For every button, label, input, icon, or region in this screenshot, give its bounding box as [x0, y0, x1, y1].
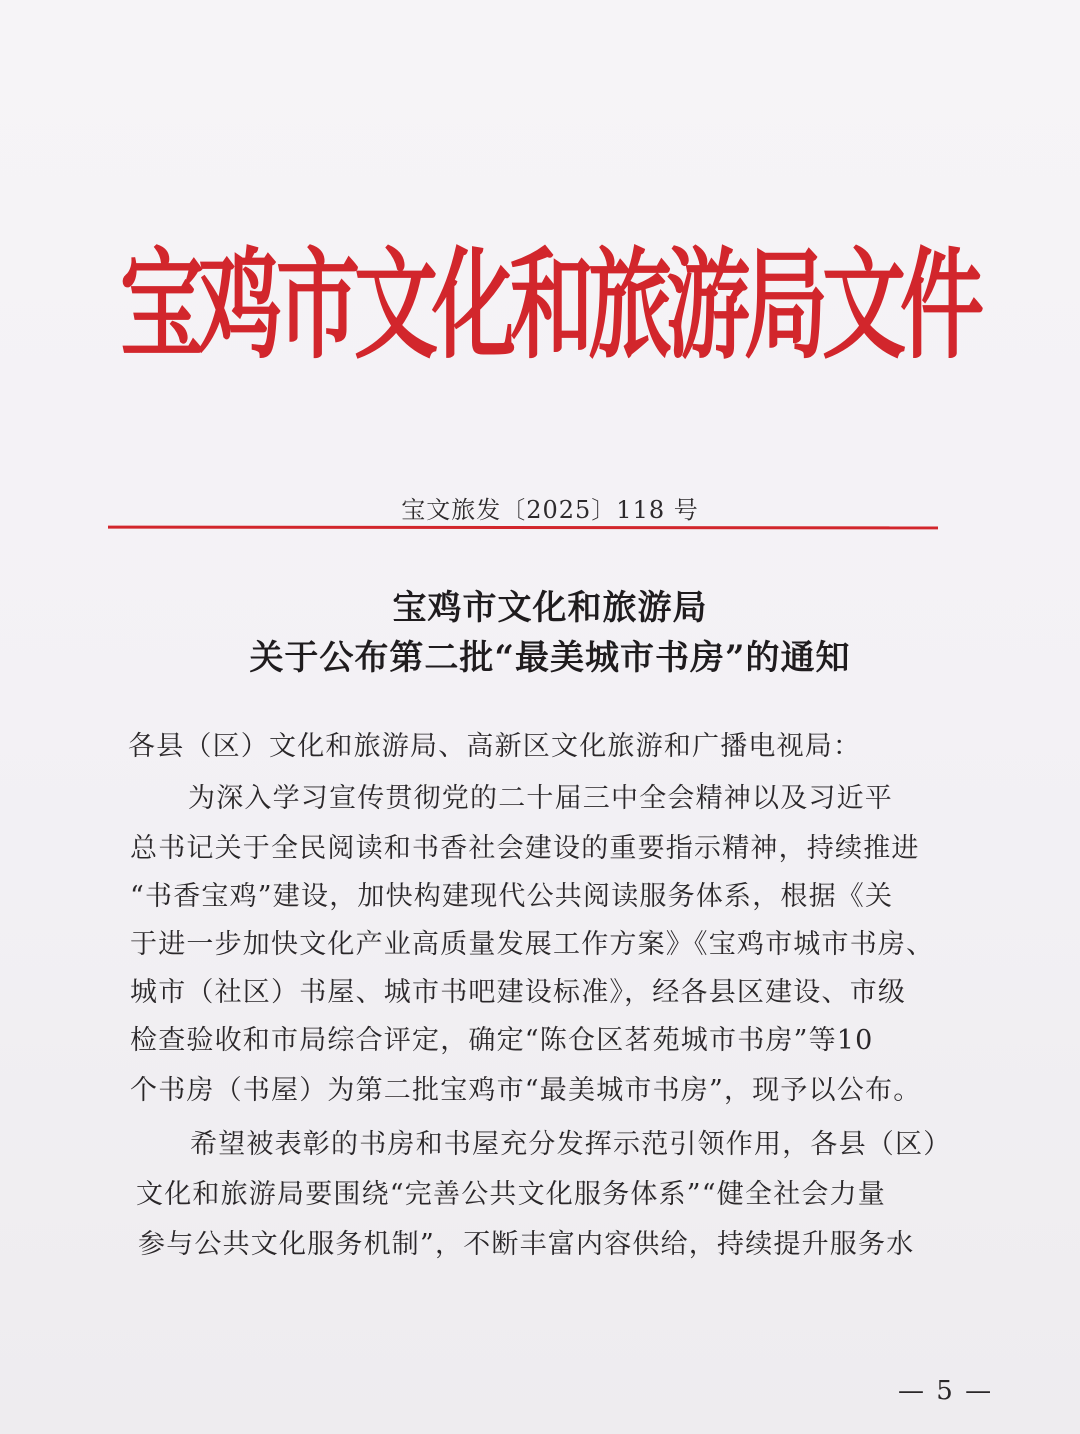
- document-number: 宝文旅发〔2025〕118 号: [401, 496, 699, 524]
- paragraph-1-line-7: 个书房（书屋）为第二批宝鸡市“最美城市书房”，现予以公布。: [130, 1075, 922, 1106]
- paragraph-1-line-1: 为深入学习宣传贯彻党的二十届三中全会精神以及习近平: [188, 783, 893, 814]
- issuer-red-heading: 宝鸡市文化和旅游局文件: [120, 234, 979, 375]
- paragraph-1-line-4: 于进一步加快文化产业高质量发展工作方案》《宝鸡市城市书房、: [130, 929, 935, 960]
- paragraph-1-line-2: 总书记关于全民阅读和书香社会建设的重要指示精神，持续推进: [130, 833, 920, 864]
- page-number: — 5 —: [898, 1376, 994, 1406]
- salutation: 各县（区）文化和旅游局、高新区文化旅游和广播电视局：: [128, 731, 862, 762]
- paragraph-2-line-1: 希望被表彰的书房和书屋充分发挥示范引领作用，各县（区）: [190, 1129, 952, 1160]
- paragraph-1-line-5: 城市（社区）书屋、城市书吧建设标准》，经各县区建设、市级: [130, 977, 907, 1008]
- red-divider-line: [108, 526, 938, 530]
- notice-title-line-1: 宝鸡市文化和旅游局: [392, 588, 708, 628]
- paragraph-1-line-6: 检查验收和市局综合评定，确定“陈仓区茗苑城市书房”等10: [130, 1025, 874, 1056]
- notice-title-line-2: 关于公布第二批“最美城市书房”的通知: [249, 638, 851, 678]
- paragraph-1-line-3: “书香宝鸡”建设，加快构建现代公共阅读服务体系，根据《关: [130, 881, 894, 912]
- paragraph-2-line-3: 参与公共文化服务机制”，不断丰富内容供给，持续提升服务水: [138, 1229, 915, 1260]
- paragraph-2-line-2: 文化和旅游局要围绕“完善公共文化服务体系”“健全社会力量: [136, 1179, 887, 1210]
